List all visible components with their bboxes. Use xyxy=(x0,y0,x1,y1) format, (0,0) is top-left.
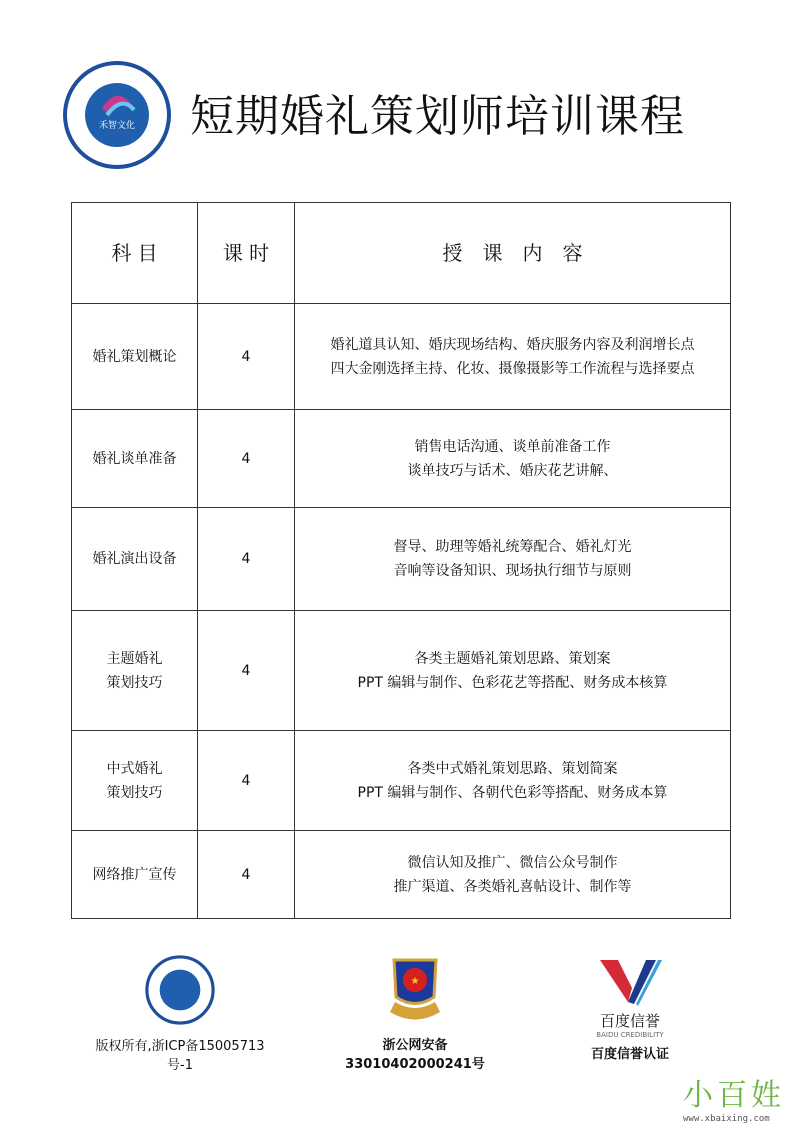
hours: 4 xyxy=(198,508,295,611)
footer-icp xyxy=(90,955,270,1073)
table-row xyxy=(72,731,731,831)
baidu-logo-cn: 百度信誉 xyxy=(599,1012,660,1030)
content-line: 婚礼道具认知、婚庆现场结构、婚庆服务内容及利润增长点 xyxy=(330,336,695,353)
watermark-url: www.xbaixing.com xyxy=(683,1114,770,1124)
content-line: 推广渠道、各类婚礼喜帖设计、制作等 xyxy=(393,878,632,895)
content-line: 谈单技巧与话术、婚庆花艺讲解、 xyxy=(407,462,618,479)
content-line: 四大金刚选择主持、化妆、摄像摄影等工作流程与选择要点 xyxy=(330,360,695,377)
table-row xyxy=(72,831,731,919)
baidu-credibility-logo xyxy=(598,958,662,1006)
hours: 4 xyxy=(198,304,295,410)
police-emblem-icon xyxy=(380,952,450,1024)
header-content: 授 课 内 容 xyxy=(295,203,731,304)
baidu-logo-en: BAIDU CREDIBILITY xyxy=(596,1031,664,1039)
content-line: 各类中式婚礼策划思路、策划简案 xyxy=(407,760,618,777)
header-hours: 课 时 xyxy=(198,203,295,304)
content-line: 各类主题婚礼策划思路、策划案 xyxy=(414,650,611,667)
footer-police xyxy=(320,952,510,1072)
svg-text:★: ★ xyxy=(410,976,420,987)
table-row xyxy=(72,410,731,508)
hours: 4 xyxy=(198,731,295,831)
subject: 中式婚礼 xyxy=(106,760,163,777)
subject: 网络推广宣传 xyxy=(92,866,177,883)
header-subject: 科 目 xyxy=(72,203,198,304)
page-title: 短期婚礼策划师培训课程 xyxy=(190,91,685,142)
hours: 4 xyxy=(198,831,295,919)
course-table xyxy=(71,202,731,919)
watermark xyxy=(665,1070,785,1124)
content-line: 督导、助理等婚礼统筹配合、婚礼灯光 xyxy=(393,539,632,555)
subject: 主题婚礼 xyxy=(106,650,163,667)
company-logo xyxy=(62,60,172,170)
table-row xyxy=(72,508,731,611)
company-logo-small xyxy=(145,955,215,1025)
hours: 4 xyxy=(198,611,295,731)
subject: 婚礼演出设备 xyxy=(92,551,177,567)
content-line: 销售电话沟通、谈单前准备工作 xyxy=(414,438,611,455)
content-line: PPT 编辑与制作、各朝代色彩等搭配、财务成本算 xyxy=(357,784,668,801)
content-line: 微信认知及推广、微信公众号制作 xyxy=(407,854,618,871)
police-text[interactable]: 浙公网安备 33010402000241号 xyxy=(345,1038,485,1072)
baidu-text[interactable]: 百度信誉认证 xyxy=(590,1047,669,1062)
table-row xyxy=(72,611,731,731)
svg-text:禾智文化: 禾智文化 xyxy=(98,121,136,131)
hours: 4 xyxy=(198,410,295,508)
footer-baidu xyxy=(570,958,690,1062)
content-line: 音响等设备知识、现场执行细节与原则 xyxy=(393,563,632,579)
icp-text[interactable]: 版权所有,浙ICP备15005713号-1 xyxy=(95,1039,265,1073)
subject: 策划技巧 xyxy=(106,674,163,691)
watermark-text: 小百姓 xyxy=(683,1078,785,1113)
content-line: PPT 编辑与制作、色彩花艺等搭配、财务成本核算 xyxy=(357,674,668,691)
table-row xyxy=(72,304,731,410)
subject: 婚礼策划概论 xyxy=(92,348,177,365)
subject: 婚礼谈单准备 xyxy=(92,450,177,467)
table-header-row xyxy=(72,203,731,304)
subject: 策划技巧 xyxy=(106,784,163,801)
